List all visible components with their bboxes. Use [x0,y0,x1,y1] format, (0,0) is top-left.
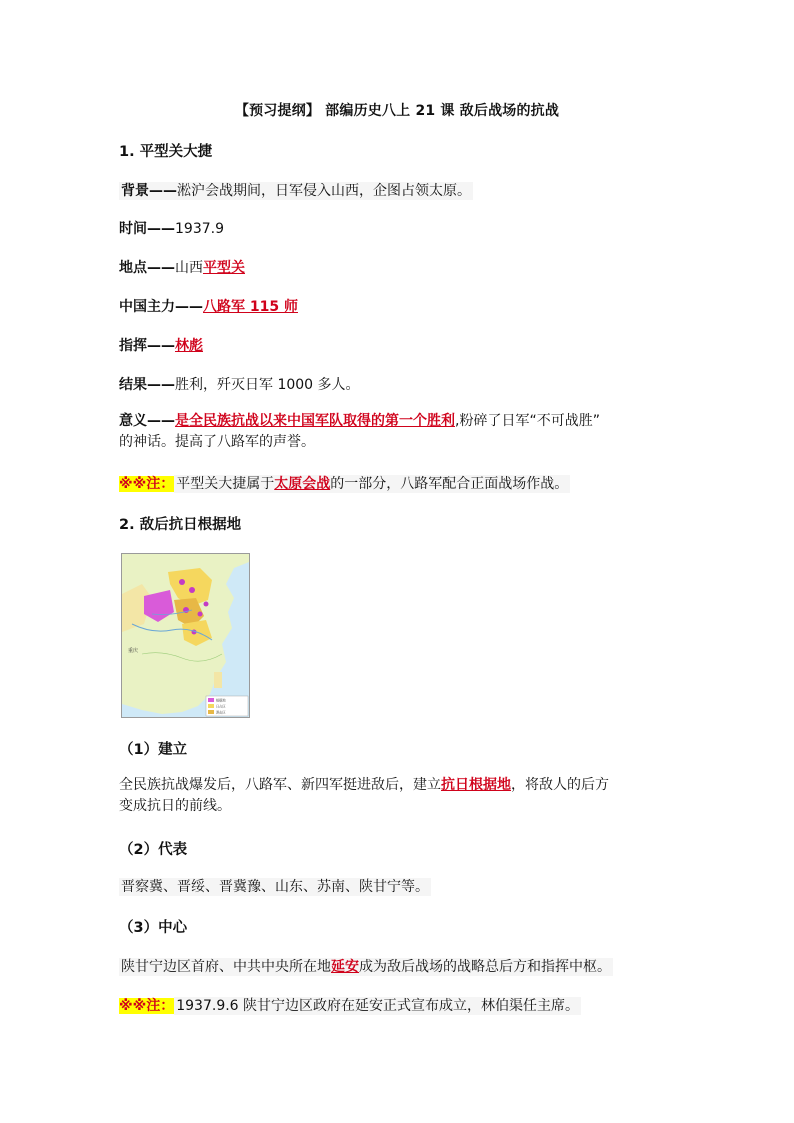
meaning-key: 是全民族抗战以来中国军队取得的第一个胜利 [175,413,455,429]
force-label: 中国主力—— [119,299,203,315]
page-title: 【预习提纲】 部编历史八上 21 课 敌后战场的抗战 [234,103,560,119]
note-label-1: ※※注： [119,476,175,492]
sub-heading-establish: （1）建立 [119,742,188,758]
center-key: 延安 [331,959,359,975]
background-label: 背景—— [121,183,177,199]
center-text-2: 成为敌后战场的战略总后方和指挥中枢。 [359,959,611,975]
base-areas-map [121,553,250,718]
force-key: 八路军 115 师 [203,299,298,315]
background-text: 淞沪会战期间，日军侵入山西，企图占领太原。 [177,183,471,199]
meaning-paragraph [119,411,689,453]
place-line [119,257,245,277]
note-key-1: 太原会战 [274,476,331,492]
establish-text-2: ，将敌人的后方 [511,777,609,793]
sub-heading-center: （3）中心 [119,920,188,936]
sub-heading-representative: （2）代表 [119,842,188,858]
note-text-2: 1937.9.6 陕甘宁边区政府在延安正式宣布成立，林伯渠任主席。 [176,998,580,1014]
time-label: 时间—— [119,221,175,237]
note-label-2: ※※注： [119,998,175,1014]
meaning-text-2: 的神话。提高了八路军的声誉。 [119,434,315,450]
commander-label: 指挥—— [119,338,175,354]
commander-key: 林彪 [175,338,203,354]
note-text-1b: 的一部分，八路军配合正面战场作战。 [330,476,569,492]
establish-text-3: 变成抗日的前线。 [119,798,231,814]
establish-paragraph [119,775,689,817]
place-key: 平型关 [203,260,245,276]
section-heading-1: 1. 平型关大捷 [119,144,213,160]
representative-text: 晋察冀、晋绥、晋冀豫、山东、苏南、陕甘宁等。 [121,879,429,895]
note-text-1a: 平型关大捷属于 [176,476,275,492]
time-line [119,218,224,238]
meaning-text-1: ,粉碎了日军“不可战胜” [455,413,600,429]
representative-line [119,876,431,896]
result-label: 结果—— [119,377,175,393]
section-heading-2: 2. 敌后抗日根据地 [119,517,242,533]
result-line [119,374,360,394]
place-text: 山西 [175,260,203,276]
establish-key: 抗日根据地 [441,777,511,793]
time-text: 1937.9 [175,221,224,237]
note-line-2 [119,995,581,1015]
meaning-label: 意义—— [119,413,175,429]
map-legend-2: 日占区 [216,704,226,709]
map-legend-3: 游击区 [216,710,226,715]
result-text: 胜利，歼灭日军 1000 多人。 [175,377,360,393]
map-legend-1: 根据地 [216,698,226,703]
map-city-label: 重庆 [128,648,139,654]
center-text-1: 陕甘宁边区首府、中共中央所在地 [121,959,331,975]
place-label: 地点—— [119,260,175,276]
note-line-1 [119,473,570,493]
center-line [119,956,613,976]
establish-text-1: 全民族抗战爆发后，八路军、新四军挺进敌后，建立 [119,777,441,793]
commander-line [119,335,203,355]
background-line [119,180,473,200]
force-line [119,296,298,316]
